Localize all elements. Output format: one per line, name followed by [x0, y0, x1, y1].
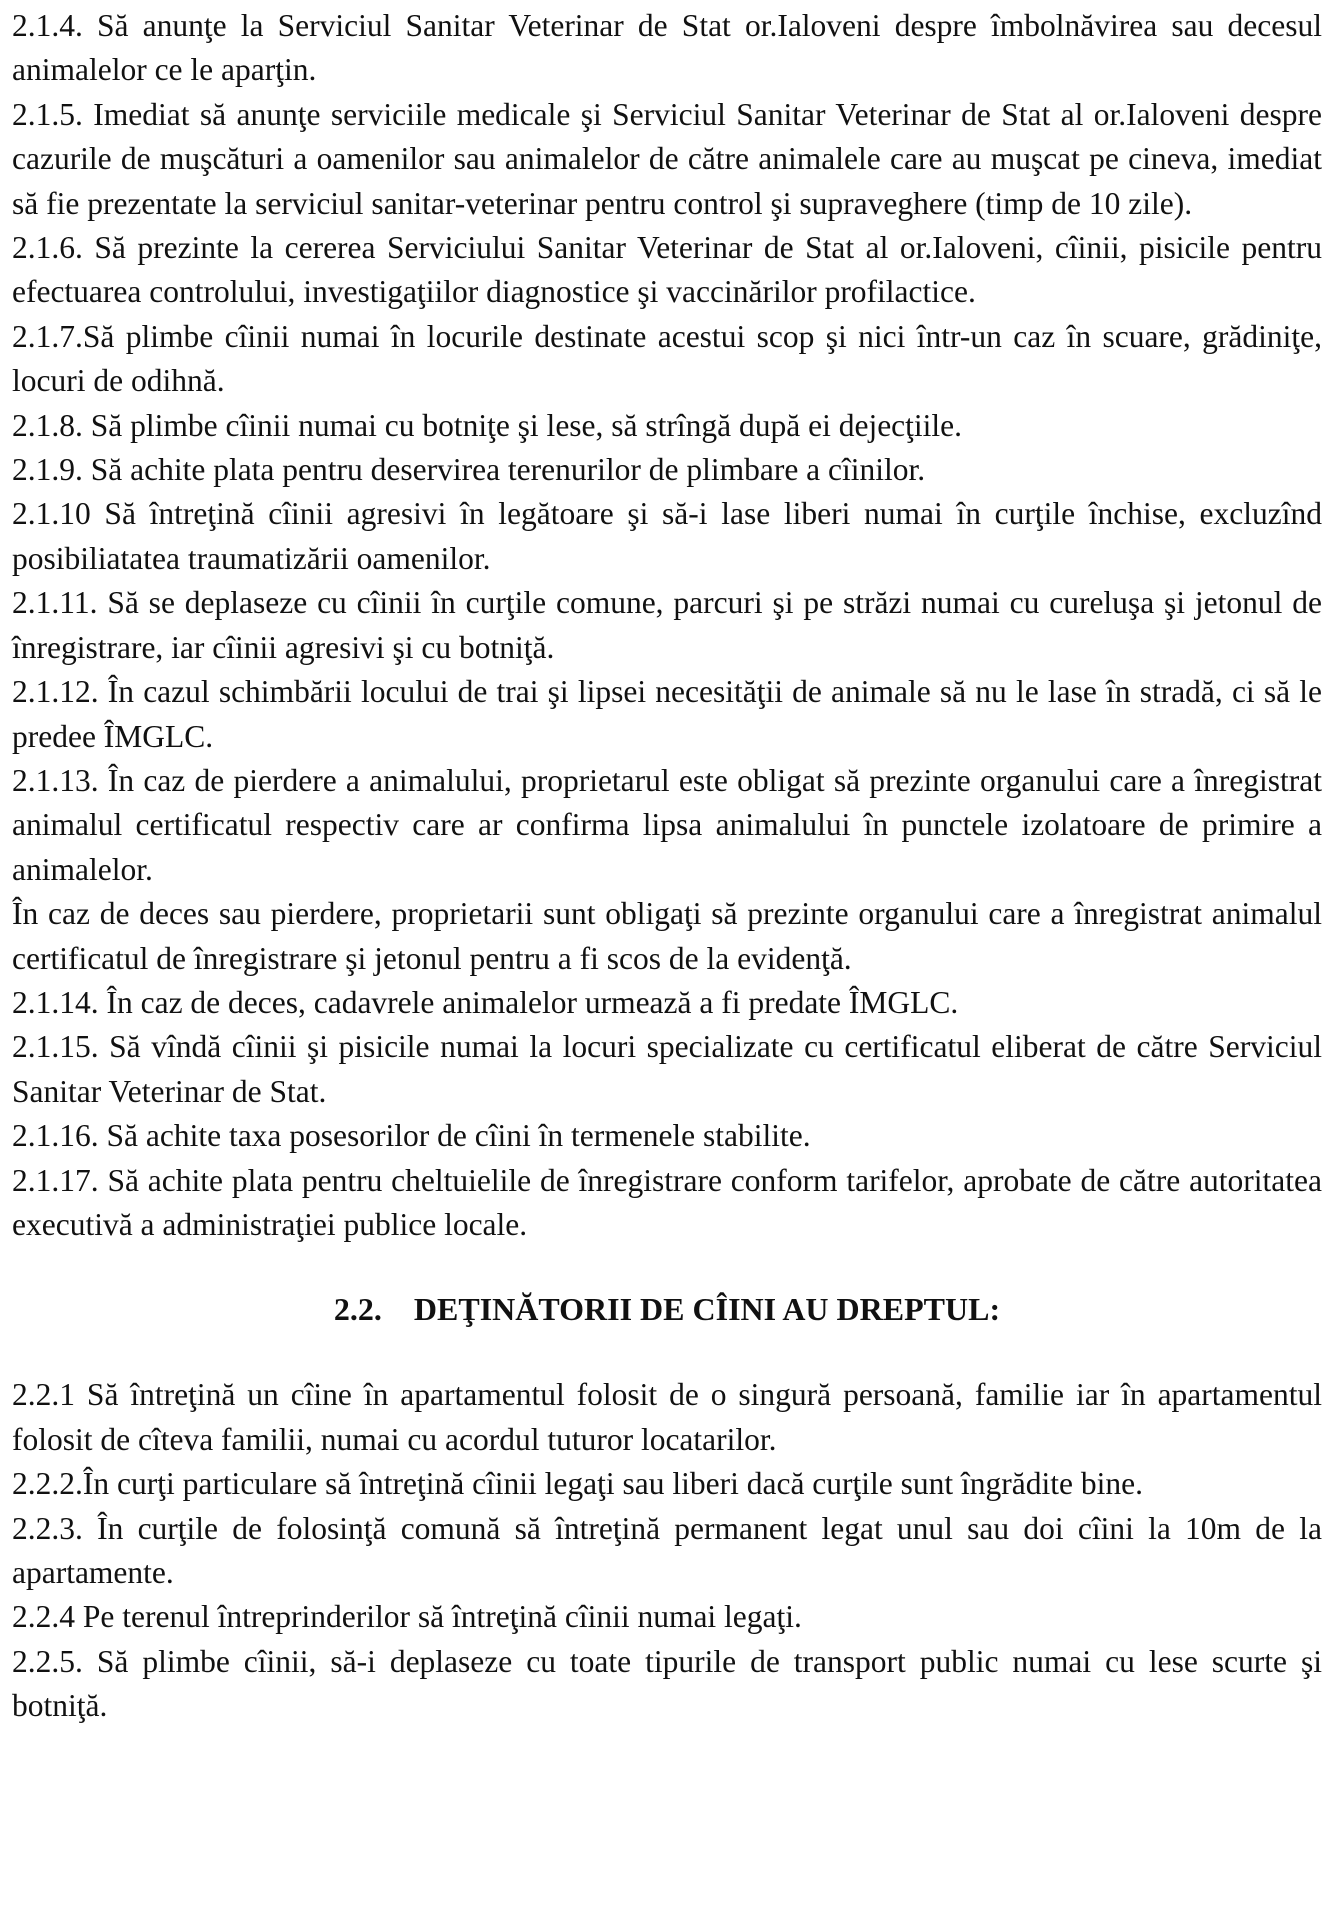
paragraph-2-2-3: 2.2.3. În curţile de folosinţă comună să întreţină permanent legat unul sau doi cîini la 10m de la apartamente. — [12, 1510, 1322, 1590]
paragraph-2-1-15: 2.1.15. Să vîndă cîinii şi pisicile numai la locuri specializate cu certificatul eliberat de către Serviciul Sanitar Veterinar de Stat. — [12, 1029, 1322, 1109]
paragraph-2-1-14: 2.1.14. În caz de deces, cadavrele animalelor urmează a fi predate ÎMGLC. — [12, 984, 959, 1020]
paragraph-2-1-6: 2.1.6. Să prezinte la cererea Serviciului Sanitar Veterinar de Stat al or.Ialoveni, cîinii, pisicile pentru efectuarea controlului, investigaţiilor diagnostice şi vaccinărilor profilactice. — [12, 230, 1322, 310]
paragraph-2-2-4: 2.2.4 Pe terenul întreprinderilor să întreţină cîinii numai legaţi. — [12, 1599, 802, 1635]
spacer — [12, 1247, 1322, 1287]
paragraph-2-1-4: 2.1.4. Să anunţe la Serviciul Sanitar Veterinar de Stat or.Ialoveni despre îmbolnăvirea sau decesul animalelor ce le aparţin. — [12, 8, 1322, 88]
paragraph-2-1-17: 2.1.17. Să achite plata pentru cheltuielile de înregistrare conform tarifelor, aprobate de către autoritatea executivă a administraţiei publice locale. — [12, 1162, 1322, 1242]
paragraph-2-1-12: 2.1.12. În cazul schimbării locului de trai şi lipsei necesităţii de animale să nu le lase în stradă, ci să le predee ÎMGLC. — [12, 674, 1322, 754]
paragraph-2-1-8: 2.1.8. Să plimbe cîinii numai cu botniţe şi lese, să strîngă după ei dejecţiile. — [12, 407, 963, 443]
paragraph-2-2-5: 2.2.5. Să plimbe cîinii, să-i deplaseze cu toate tipurile de transport public numai cu lese scurte şi botniţă. — [12, 1643, 1322, 1724]
paragraph-2-1-16: 2.1.16. Să achite taxa posesorilor de cîini în termenele stabilite. — [12, 1118, 811, 1154]
paragraph-2-1-13-continuation: În caz de deces sau pierdere, proprietarii sunt obligaţi să prezinte organului care a înregistrat animalul certificatul de înregistrare şi jetonul pentru a fi scos de la evidenţă. — [12, 896, 1322, 976]
paragraph-2-1-13: 2.1.13. În caz de pierdere a animalului, proprietarul este obligat să prezinte organului care a înregistrat animalul certificatul respectiv care ar confirma lipsa animalului în punctele izolatoare de primire a animalelor. — [12, 762, 1322, 887]
paragraph-2-2-2: 2.2.2.În curţi particulare să întreţină cîinii legaţi sau liberi dacă curţile sunt îngrădite bine. — [12, 1466, 1143, 1502]
paragraph-2-1-7: 2.1.7.Să plimbe cîinii numai în locurile destinate acestui scop şi nici într-un caz în scuare, grădiniţe, locuri de odihnă. — [12, 318, 1322, 399]
paragraph-2-1-9: 2.1.9. Să achite plata pentru deservirea terenurilor de plimbare a cîinilor. — [12, 452, 926, 488]
paragraph-2-2-1: 2.2.1 Să întreţină un cîine în apartamentul folosit de o singură persoană, familie iar în apartamentul folosit de cîteva familii, numai cu acordul tuturor locatarilor. — [12, 1377, 1322, 1457]
paragraph-2-1-10: 2.1.10 Să întreţină cîinii agresivi în legătoare şi să-i lase liberi numai în curţile închise, excluzînd posibiliatatea traumatizării oamenilor. — [12, 496, 1322, 576]
paragraph-2-1-5: 2.1.5. Imediat să anunţe serviciile medicale şi Serviciul Sanitar Veterinar de Stat al or.Ialoveni despre cazurile de muşcături a oamenilor sau animalelor de către animalele care au muşcat pe cineva, imediat să fie prezentate la serviciul sanitar-veterinar pentru control şi supraveghere (timp de 10 zile). — [12, 96, 1322, 221]
section-heading-2-2: 2.2. DEŢINĂTORII DE CÎINI AU DREPTUL: — [333, 1291, 1001, 1328]
spacer — [12, 1331, 1322, 1373]
paragraph-2-1-11: 2.1.11. Să se deplaseze cu cîinii în curţile comune, parcuri şi pe străzi numai cu cureluşa şi jetonul de înregistrare, iar cîinii agresivi şi cu botniţă. — [12, 585, 1322, 665]
